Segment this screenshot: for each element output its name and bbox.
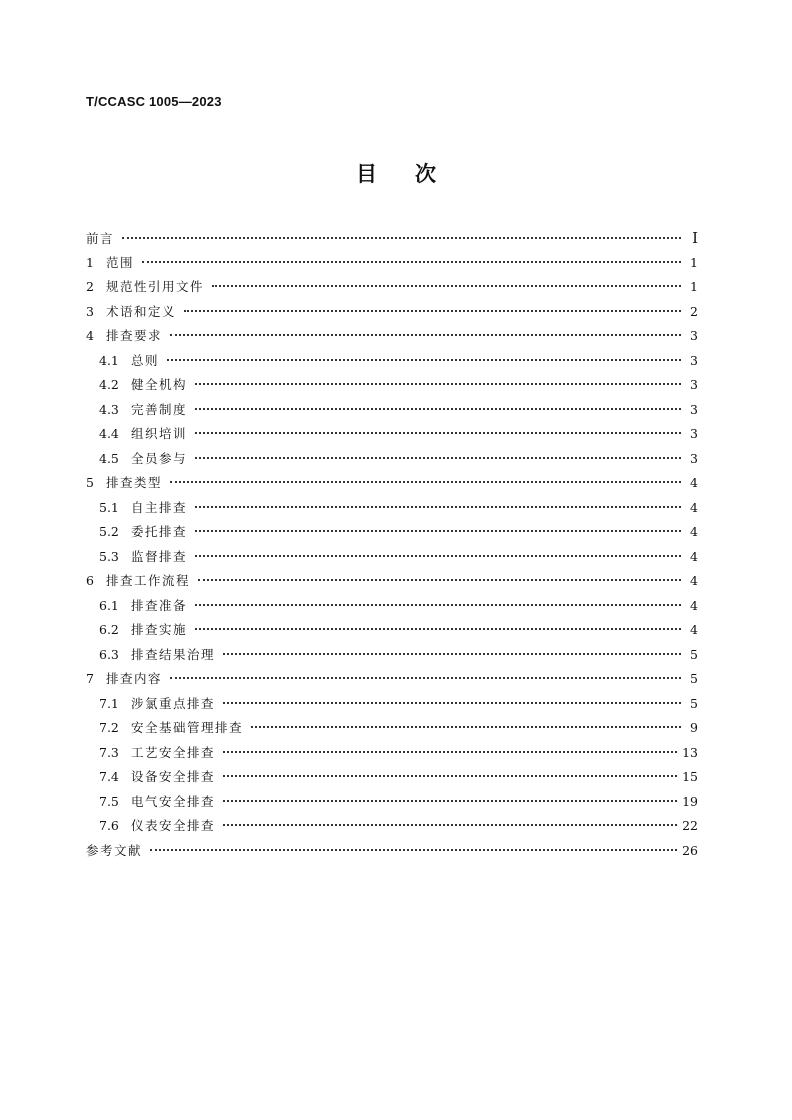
toc-entry-label: 排查工作流程 bbox=[106, 573, 191, 588]
toc-entry-page: 9 bbox=[690, 720, 698, 735]
toc-entry-page: 4 bbox=[690, 548, 698, 564]
toc-entry-page: I bbox=[692, 229, 698, 247]
dot-leader bbox=[122, 237, 681, 239]
toc-entry-page: 3 bbox=[690, 450, 698, 466]
toc-entry-page: 3 bbox=[690, 426, 698, 441]
toc-entry[interactable] bbox=[86, 667, 698, 692]
toc-entry-label: 总则 bbox=[131, 352, 160, 368]
toc-entry-label: 电气安全排查 bbox=[131, 793, 216, 809]
toc-entry-label: 规范性引用文件 bbox=[106, 279, 205, 294]
toc-entry-page: 4 bbox=[690, 573, 698, 588]
toc-entry-page: 15 bbox=[682, 769, 698, 784]
toc-entry-page: 3 bbox=[690, 328, 698, 343]
toc-entry-page: 3 bbox=[690, 377, 698, 392]
toc-entry-page: 1 bbox=[690, 279, 698, 294]
toc-entry-label: 工艺安全排查 bbox=[131, 744, 216, 760]
toc-entry-number: 6.1 bbox=[99, 597, 119, 613]
toc-entry-number: 2 bbox=[86, 279, 94, 294]
toc-entry-number: 1 bbox=[86, 254, 94, 270]
toc-entry-label: 全员参与 bbox=[131, 450, 188, 466]
toc-entry[interactable] bbox=[86, 790, 698, 815]
dot-leader bbox=[223, 751, 677, 753]
toc-entry-label: 参考文献 bbox=[86, 842, 143, 858]
dot-leader bbox=[195, 628, 681, 630]
dot-leader bbox=[223, 800, 677, 802]
toc-entry[interactable] bbox=[86, 618, 698, 643]
toc-entry-page: 4 bbox=[690, 475, 698, 490]
toc-entry-page: 26 bbox=[682, 842, 698, 858]
toc-entry[interactable] bbox=[86, 324, 698, 349]
dot-leader bbox=[170, 334, 681, 336]
toc-entry-label: 健全机构 bbox=[131, 377, 188, 392]
toc-entry[interactable] bbox=[86, 447, 698, 472]
toc-entry-page: 4 bbox=[690, 524, 698, 539]
toc-entry-number: 4.3 bbox=[99, 401, 119, 417]
toc-entry[interactable] bbox=[86, 839, 698, 864]
toc-entry[interactable] bbox=[86, 569, 698, 594]
dot-leader bbox=[212, 285, 681, 287]
toc-entry-label: 排查实施 bbox=[131, 622, 188, 637]
toc-entry[interactable] bbox=[86, 545, 698, 570]
toc-entry-number: 4.1 bbox=[99, 352, 119, 368]
toc-title-left: 目 bbox=[356, 162, 377, 186]
toc-entry[interactable] bbox=[86, 765, 698, 790]
toc-entry-label: 完善制度 bbox=[131, 401, 188, 417]
toc-entry-page: 5 bbox=[690, 695, 698, 711]
toc-entry[interactable] bbox=[86, 373, 698, 398]
dot-leader bbox=[223, 653, 681, 655]
toc-entry[interactable] bbox=[86, 594, 698, 619]
toc-entry[interactable] bbox=[86, 520, 698, 545]
toc-entry[interactable] bbox=[86, 251, 698, 276]
dot-leader bbox=[223, 702, 681, 704]
toc-entry[interactable] bbox=[86, 496, 698, 521]
toc-entry-number: 4 bbox=[86, 328, 94, 343]
toc-entry-page: 13 bbox=[682, 744, 698, 760]
toc-entry-page: 19 bbox=[682, 793, 698, 809]
toc-entry-page: 5 bbox=[690, 646, 698, 662]
toc-entry[interactable] bbox=[86, 300, 698, 325]
toc-entry-number: 4.2 bbox=[99, 377, 119, 392]
toc-entry[interactable] bbox=[86, 471, 698, 496]
toc-entry-page: 2 bbox=[690, 303, 698, 319]
toc-entry-number: 7.3 bbox=[99, 744, 119, 760]
toc-entry[interactable] bbox=[86, 692, 698, 717]
toc-entry-page: 1 bbox=[690, 254, 698, 270]
toc-entry-number: 4.4 bbox=[99, 426, 119, 441]
toc-list bbox=[86, 226, 698, 863]
toc-entry[interactable] bbox=[86, 643, 698, 668]
toc-entry-label: 委托排查 bbox=[131, 524, 188, 539]
toc-entry-number: 5 bbox=[86, 475, 94, 490]
toc-entry-number: 5.2 bbox=[99, 524, 119, 539]
toc-entry-number: 7.5 bbox=[99, 793, 119, 809]
toc-entry-number: 7 bbox=[86, 671, 94, 686]
standard-code: T/CCASC 1005—2023 bbox=[86, 94, 222, 109]
dot-leader bbox=[195, 457, 681, 459]
toc-entry-label: 自主排查 bbox=[131, 499, 188, 515]
toc-entry-number: 3 bbox=[86, 303, 94, 319]
toc-entry-number: 5.1 bbox=[99, 499, 119, 515]
toc-entry-page: 3 bbox=[690, 401, 698, 417]
toc-entry-label: 排查内容 bbox=[106, 671, 163, 686]
toc-entry-label: 组织培训 bbox=[131, 426, 188, 441]
dot-leader bbox=[195, 432, 681, 434]
toc-entry-number: 7.4 bbox=[99, 769, 119, 784]
toc-entry-label: 监督排查 bbox=[131, 548, 188, 564]
toc-entry-label: 术语和定义 bbox=[106, 303, 177, 319]
toc-entry-number: 7.6 bbox=[99, 818, 119, 833]
dot-leader bbox=[142, 261, 681, 263]
toc-entry[interactable] bbox=[86, 275, 698, 300]
toc-entry-label: 排查结果治理 bbox=[131, 646, 216, 662]
dot-leader bbox=[223, 824, 677, 826]
toc-entry-page: 4 bbox=[690, 597, 698, 613]
toc-entry-number: 6 bbox=[86, 573, 94, 588]
dot-leader bbox=[170, 677, 681, 679]
toc-entry-number: 7.1 bbox=[99, 695, 119, 711]
dot-leader bbox=[195, 530, 681, 532]
dot-leader bbox=[195, 604, 681, 606]
toc-entry-label: 安全基础管理排查 bbox=[131, 720, 244, 735]
toc-entry[interactable] bbox=[86, 716, 698, 741]
dot-leader bbox=[184, 310, 681, 312]
toc-entry-page: 22 bbox=[682, 818, 698, 833]
toc-entry-label: 排查准备 bbox=[131, 597, 188, 613]
toc-entry-label: 排查要求 bbox=[106, 328, 163, 343]
dot-leader bbox=[223, 775, 677, 777]
toc-entry-label: 前言 bbox=[86, 231, 115, 246]
dot-leader bbox=[195, 555, 681, 557]
toc-entry[interactable] bbox=[86, 741, 698, 766]
toc-entry-page: 4 bbox=[690, 622, 698, 637]
dot-leader bbox=[195, 383, 681, 385]
toc-title-right: 次 bbox=[415, 162, 436, 186]
toc-entry-number: 6.3 bbox=[99, 646, 119, 662]
toc-entry[interactable] bbox=[86, 422, 698, 447]
toc-entry[interactable] bbox=[86, 814, 698, 839]
dot-leader bbox=[150, 849, 677, 851]
toc-entry-number: 7.2 bbox=[99, 720, 119, 735]
dot-leader bbox=[195, 408, 681, 410]
toc-entry-label: 范围 bbox=[106, 254, 135, 270]
dot-leader bbox=[195, 506, 681, 508]
toc-entry-page: 5 bbox=[690, 671, 698, 686]
toc-entry-label: 排查类型 bbox=[106, 475, 163, 490]
toc-entry-label: 涉氯重点排查 bbox=[131, 695, 216, 711]
dot-leader bbox=[170, 481, 681, 483]
toc-entry[interactable] bbox=[86, 226, 698, 251]
toc-entry-page: 4 bbox=[690, 499, 698, 515]
toc-entry-number: 5.3 bbox=[99, 548, 119, 564]
toc-entry-number: 4.5 bbox=[99, 450, 119, 466]
toc-entry-page: 3 bbox=[690, 352, 698, 368]
toc-title bbox=[0, 158, 792, 188]
toc-entry-label: 设备安全排查 bbox=[131, 769, 216, 784]
toc-entry-label: 仪表安全排查 bbox=[131, 818, 216, 833]
dot-leader bbox=[198, 579, 681, 581]
toc-entry-number: 6.2 bbox=[99, 622, 119, 637]
dot-leader bbox=[251, 726, 681, 728]
toc-entry[interactable] bbox=[86, 349, 698, 374]
dot-leader bbox=[167, 359, 681, 361]
toc-entry[interactable] bbox=[86, 398, 698, 423]
